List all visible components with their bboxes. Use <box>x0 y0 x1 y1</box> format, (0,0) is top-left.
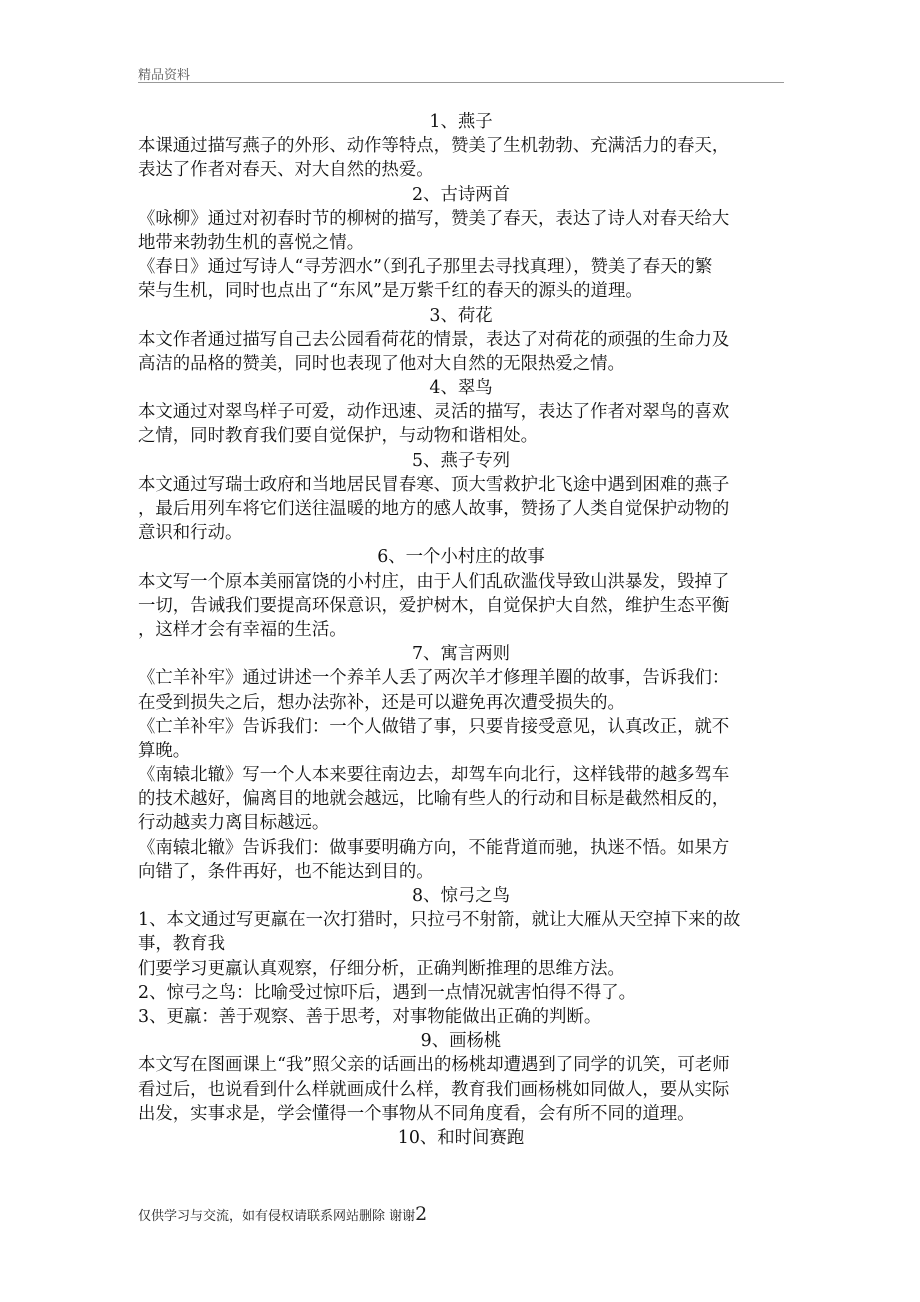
header-rule <box>138 82 784 83</box>
body-line: 算晚。 <box>138 740 191 761</box>
body-line: 3、更羸：善于观察、善于思考，对事物能做出正确的判断。 <box>138 1006 602 1027</box>
section-heading: 7、寓言两则 <box>411 644 511 665</box>
body-line: 行动越卖力离目标越远。 <box>138 813 330 834</box>
body-line: 看过后，也说看到什么样就画成什么样，教育我们画杨桃如同做人，要从实际 <box>138 1079 730 1100</box>
body-line: 本课通过描写燕子的外形、动作等特点，赞美了生机勃勃、充满活力的春天， <box>138 136 730 157</box>
body-line: 本文通过写瑞士政府和当地居民冒春寒、顶大雪救护北飞途中遇到困难的燕子 <box>138 474 730 495</box>
body-line: ，最后用列车将它们送往温暖的地方的感人故事，赞扬了人类自觉保护动物的 <box>138 499 730 519</box>
section-heading: 2、古诗两首 <box>411 184 511 205</box>
page-footer <box>138 1203 427 1225</box>
body-line: 在受到损失之后，想办法弥补，还是可以避免再次遭受损失的。 <box>138 692 625 713</box>
body-line: 意识和行动。 <box>138 523 243 544</box>
body-line: 《南辕北辙》写一个人本来要往南边去，却驾车向北行，这样钱带的越多驾车 <box>138 765 730 786</box>
section-heading: 5、燕子专列 <box>411 450 511 471</box>
body-line: 2、惊弓之鸟：比喻受过惊吓后，遇到一点情况就害怕得不得了。 <box>138 982 637 1003</box>
body-line: 《南辕北辙》告诉我们：做事要明确方向，不能背道而驰，执迷不悟。如果方 <box>138 837 730 858</box>
section-heading: 3、荷花 <box>429 305 493 326</box>
body-line: 高洁的品格的赞美，同时也表现了他对大自然的无限热爱之情。 <box>138 353 625 374</box>
body-line: 1、本文通过写更羸在一次打猎时，只拉弓不射箭，就让大雁从天空掉下来的故 <box>138 910 741 931</box>
body-line: 的技术越好，偏离目的地就会越远，比喻有些人的行动和目标是截然相反的， <box>138 789 730 810</box>
body-line: 地带来勃勃生机的喜悦之情。 <box>138 232 365 253</box>
body-line: ，这样才会有幸福的生活。 <box>138 619 347 640</box>
body-line: 出发，实事求是，学会懂得一个事物从不同角度看，会有所不同的道理。 <box>138 1103 695 1124</box>
body-line: 们要学习更羸认真观察，仔细分析，正确判断推理的思维方法。 <box>138 958 625 979</box>
section-heading: 1、燕子 <box>429 112 493 132</box>
body-line: 《咏柳》通过对初春时节的柳树的描写，赞美了春天，表达了诗人对春天给大 <box>138 208 730 229</box>
body-line: 一切，告诫我们要提高环保意识，爱护树木，自觉保护大自然，维护生态平衡 <box>138 595 730 616</box>
body-line: 向错了，条件再好，也不能达到目的。 <box>138 861 434 882</box>
page-header-label: 精品资料 <box>138 68 191 83</box>
body-line: 本文作者通过描写自己去公园看荷花的情景，表达了对荷花的顽强的生命力及 <box>138 329 730 350</box>
body-line: 《亡羊补牢》通过讲述一个养羊人丢了两次羊才修理羊圈的故事，告诉我们： <box>138 668 730 689</box>
body-line: 之情，同时教育我们要自觉保护，与动物和谐相处。 <box>138 426 538 447</box>
section-heading: 8、惊弓之鸟 <box>411 886 511 906</box>
section-heading: 10、和时间赛跑 <box>397 1127 525 1148</box>
document-body <box>138 110 784 1150</box>
section-heading: 6、一个小村庄的故事 <box>377 547 545 568</box>
section-heading: 4、翠鸟 <box>429 378 493 399</box>
body-line: 《亡羊补牢》告诉我们：一个人做错了事，只要肯接受意见，认真改正，就不 <box>138 716 730 737</box>
body-line: 表达了作者对春天、对大自然的热爱。 <box>138 160 434 181</box>
footer-text: 仅供学习与交流，如有侵权请联系网站删除 谢谢 <box>138 1209 416 1224</box>
body-line: 本文写一个原本美丽富饶的小村庄，由于人们乱砍滥伐导致山洪暴发，毁掉了 <box>138 571 730 592</box>
body-line: 荣与生机，同时也点出了“东风”是万紫千红的春天的源头的道理。 <box>138 281 643 302</box>
body-line: 《春日》通过写诗人“寻芳泗水”（到孔子那里去寻找真理），赞美了春天的繁 <box>138 257 713 278</box>
section-heading: 9、画杨桃 <box>420 1031 502 1052</box>
body-line: 事，教育我 <box>138 934 225 955</box>
page-number: 2 <box>415 1203 428 1225</box>
body-line: 本文通过对翠鸟样子可爱，动作迅速、灵活的描写，表达了作者对翠鸟的喜欢 <box>138 402 730 423</box>
body-line: 本文写在图画课上“我”照父亲的话画出的杨桃却遭遇到了同学的讥笑，可老师 <box>138 1055 730 1076</box>
